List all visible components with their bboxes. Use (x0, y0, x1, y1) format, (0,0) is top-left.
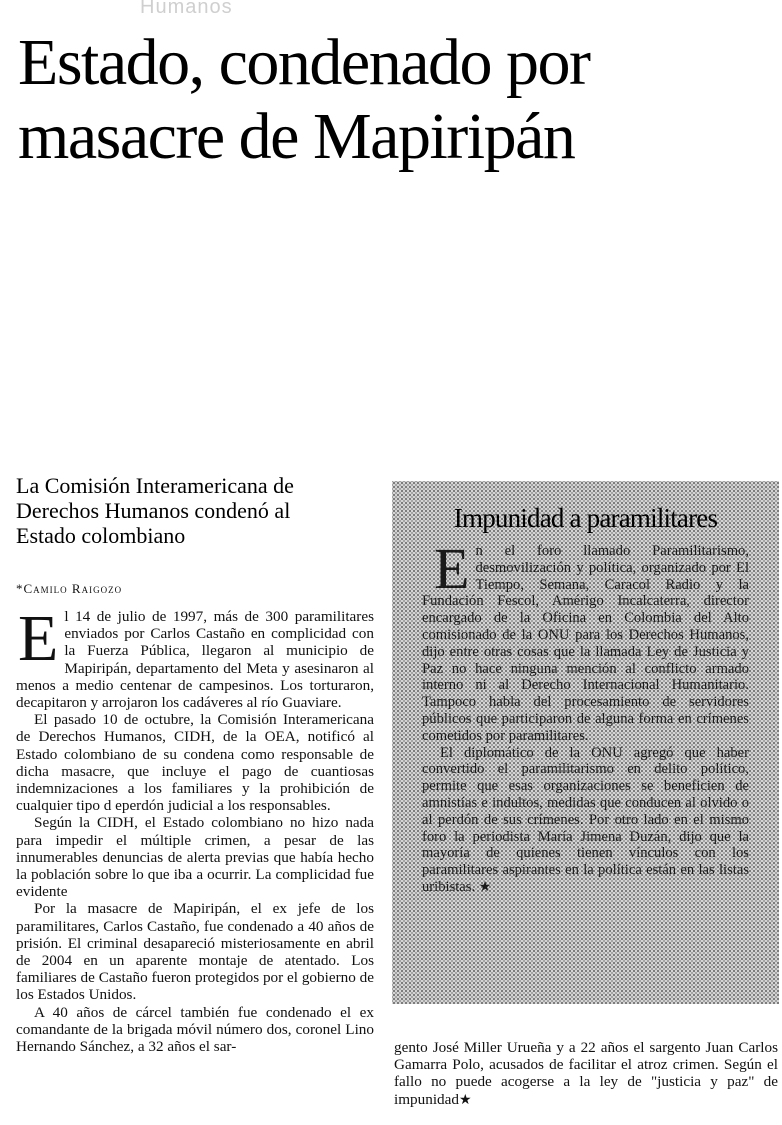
article-paragraph: El 14 de julio de 1997, más de 300 paramilitares enviados por Carlos Castaño en complicidad con la Fuerza Pública, llegaron al municipio de Mapiripán, departamento del Meta y asesinaron al menos a medio centenar de campesinos. Los torturaron, decapitaron y arrojaron los cadáveres al río Guaviare. (16, 602, 374, 712)
sidebar-text (422, 536, 749, 897)
subhead: La Comisión Interamericana de Derechos Humanos condenó al Estado colombiano (16, 473, 294, 548)
sidebar-paragraph: El diplomático de la ONU agregó que haber convertido el paramilitarismo en delito político, permite que esas organizaciones se beneficien de amnistías e indultos, medidas que conducen al olvido o al perdón de sus crímenes. Por otro lado en el mismo foro la periodista María Jimena Duzán, dijo que la mayoría de quienes tienen vínculos con los paramilitares aspirantes en la política están en las listas uribistas. ★ (422, 744, 749, 895)
article-paragraph: El pasado 10 de octubre, la Comisión Interamericana de Derechos Humanos, CIDH, de la OEA, notificó al Estado colombiano de su condena como responsable de dicha masacre, que incluye el pago de cuantiosas indemnizaciones a los familiares y la prohibición de cualquier tipo d eperdón judicial a los responsables. (16, 711, 374, 815)
article-paragraph: Según la CIDH, el Estado colombiano no hizo nada para impedir el múltiple crimen, a pesar de las innumerables denuncias de alerta previas que había hecho la población sobre lo que iba a ocurrir. La complicidad fue evidente (16, 814, 374, 901)
sidebar-title: Impunidad a paramilitares (453, 503, 718, 533)
sidebar-box (392, 481, 779, 1004)
section-tag: Humanos (140, 0, 233, 18)
sidebar-paragraph: En el foro llamado Paramilitarismo, desmovilización y política, organizado por El Tiempo, Semana, Caracol Radio y la Fundación Fescol, Amérigo Incalcaterra, director encargado de la Oficina en Colombia del Alto comisionado de la ONU para los Derechos Humanos, dijo entre otras cosas que la llamada Ley de Justicia y Paz no hace ninguna mención al conflicto armado interno ni al Derecho Internacional Humanitario. Tampoco habla del procesamiento de servidores públicos que participaron de alguna forma en crímenes cometidos por paramilitares. (422, 536, 749, 744)
byline: *Camilo Raigozo (16, 581, 123, 596)
sidebar-dropcap: E (434, 536, 470, 601)
article-dropcap: E (18, 602, 59, 675)
article-continuation: gento José Miller Urueña y a 22 años el sargento Juan Carlos Gamarra Polo, acusados de facilitar el atroz crimen. Según el fallo no puede acogerse a la ley de "justicia y paz" de impunidad★ (394, 1039, 778, 1108)
headline: Estado, condenado por masacre de Mapiripán (18, 26, 590, 173)
article-body (16, 602, 374, 1056)
end-star-icon: ★ (458, 1092, 472, 1108)
end-star-icon: ★ (478, 879, 492, 895)
article-paragraph: Por la masacre de Mapiripán, el ex jefe de los paramilitares, Carlos Castaño, fue condenado a 40 años de prisión. El criminal desapareció misteriosamente en abril de 2004 en un aparente montaje de atentado. Los familiares de Castaño fueron protegidos por el gobierno de los Estados Unidos. (16, 900, 374, 1004)
article-paragraph: A 40 años de cárcel también fue condenado el ex comandante de la brigada móvil número dos, coronel Lino Hernando Sánchez, a 32 años el sar- (16, 1003, 374, 1056)
